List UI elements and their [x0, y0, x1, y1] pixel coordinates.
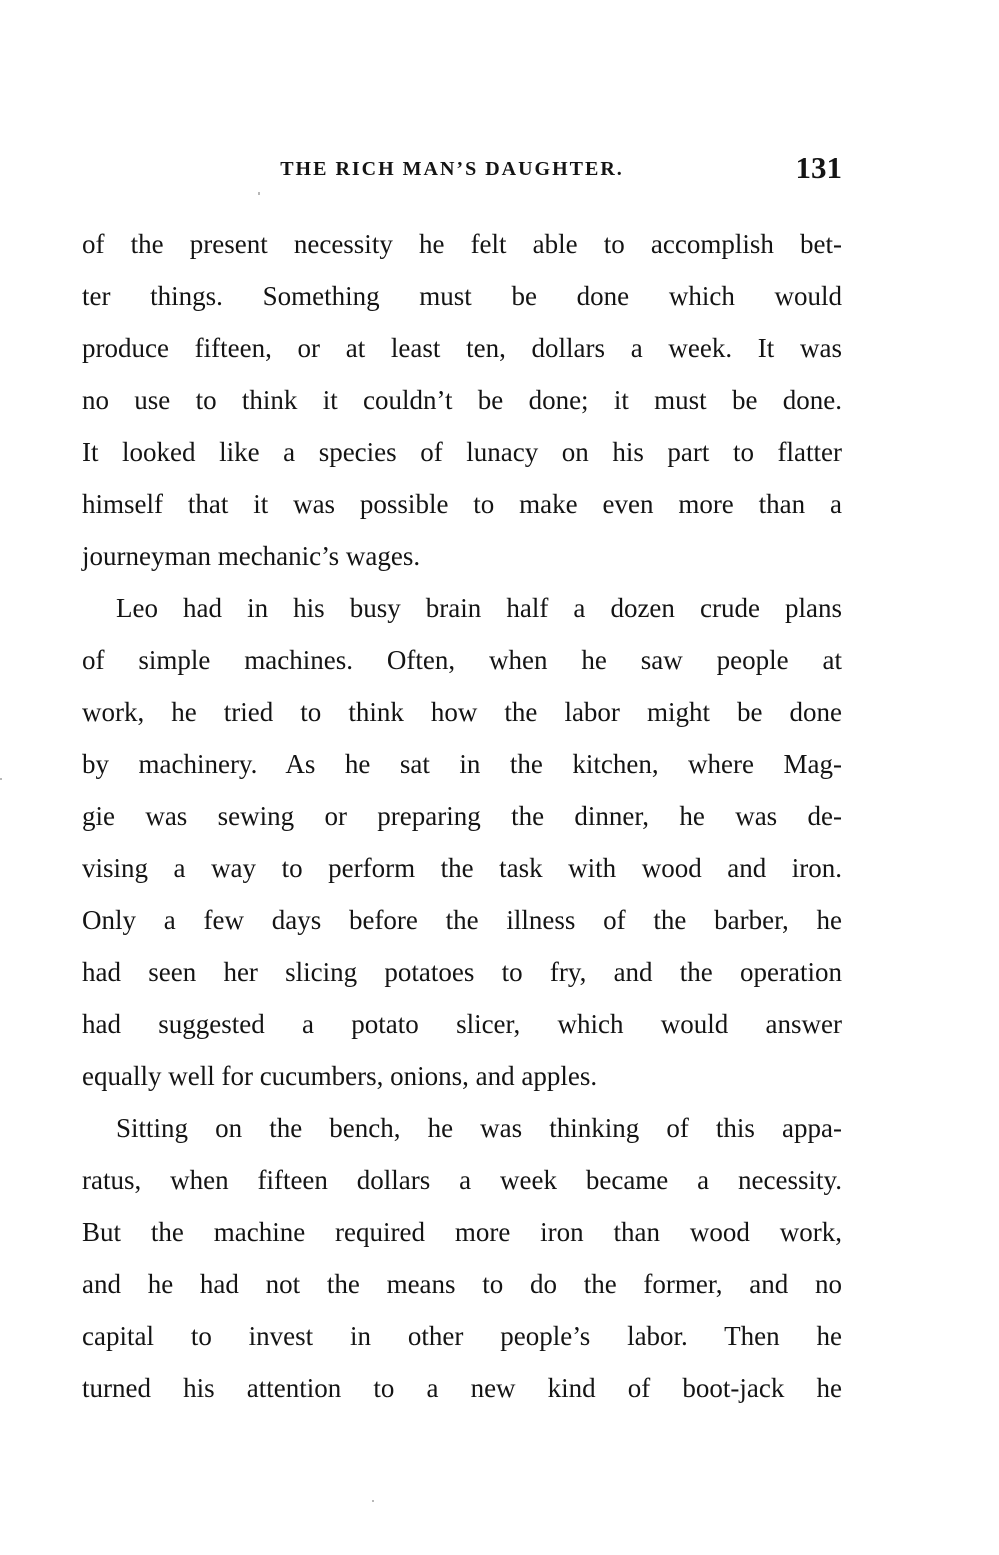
scan-speck	[372, 1500, 374, 1502]
text-line: But the machine required more iron than wood work,	[82, 1217, 842, 1247]
body-text	[82, 218, 842, 1414]
text-line: and he had not the means to do the former, and no	[82, 1269, 842, 1299]
paragraph-3	[82, 1102, 842, 1414]
text-line: journeyman mechanic’s wages.	[82, 541, 421, 571]
paragraph-1	[82, 218, 842, 582]
text-line: Only a few days before the illness of the barber, he	[82, 905, 842, 935]
running-title: THE RICH MAN’S DAUGHTER.	[280, 158, 624, 180]
text-line: ter things. Something must be done which would	[82, 281, 842, 311]
text-line: ratus, when fifteen dollars a week became a necessity.	[82, 1165, 842, 1195]
text-line: Leo had in his busy brain half a dozen crude plans	[116, 593, 842, 623]
text-line: gie was sewing or preparing the dinner, he was de-	[82, 801, 842, 831]
text-line: turned his attention to a new kind of boot-jack he	[82, 1373, 842, 1403]
text-line: equally well for cucumbers, onions, and apples.	[82, 1061, 598, 1091]
running-head	[82, 150, 842, 190]
paragraph-2	[82, 582, 842, 1102]
text-line: had suggested a potato slicer, which would answer	[82, 1009, 842, 1039]
text-line: vising a way to perform the task with wood and iron.	[82, 853, 842, 883]
text-line: of simple machines. Often, when he saw people at	[82, 645, 842, 675]
text-line: had seen her slicing potatoes to fry, and the operation	[82, 957, 842, 987]
text-line: produce fifteen, or at least ten, dollars a week. It was	[82, 333, 842, 363]
text-line: capital to invest in other people’s labor. Then he	[82, 1321, 842, 1351]
page-number: 131	[795, 150, 842, 185]
text-line: of the present necessity he felt able to accomplish bet-	[82, 229, 842, 259]
text-line: himself that it was possible to make even more than a	[82, 489, 842, 519]
scan-speck	[0, 778, 2, 780]
text-line: Sitting on the bench, he was thinking of this appa-	[116, 1113, 842, 1143]
text-line: work, he tried to think how the labor might be done	[82, 697, 842, 727]
text-line: no use to think it couldn’t be done; it must be done.	[82, 385, 842, 415]
text-line: by machinery. As he sat in the kitchen, where Mag-	[82, 749, 842, 779]
text-line: It looked like a species of lunacy on his part to flatter	[82, 437, 842, 467]
scan-speck	[258, 192, 260, 195]
